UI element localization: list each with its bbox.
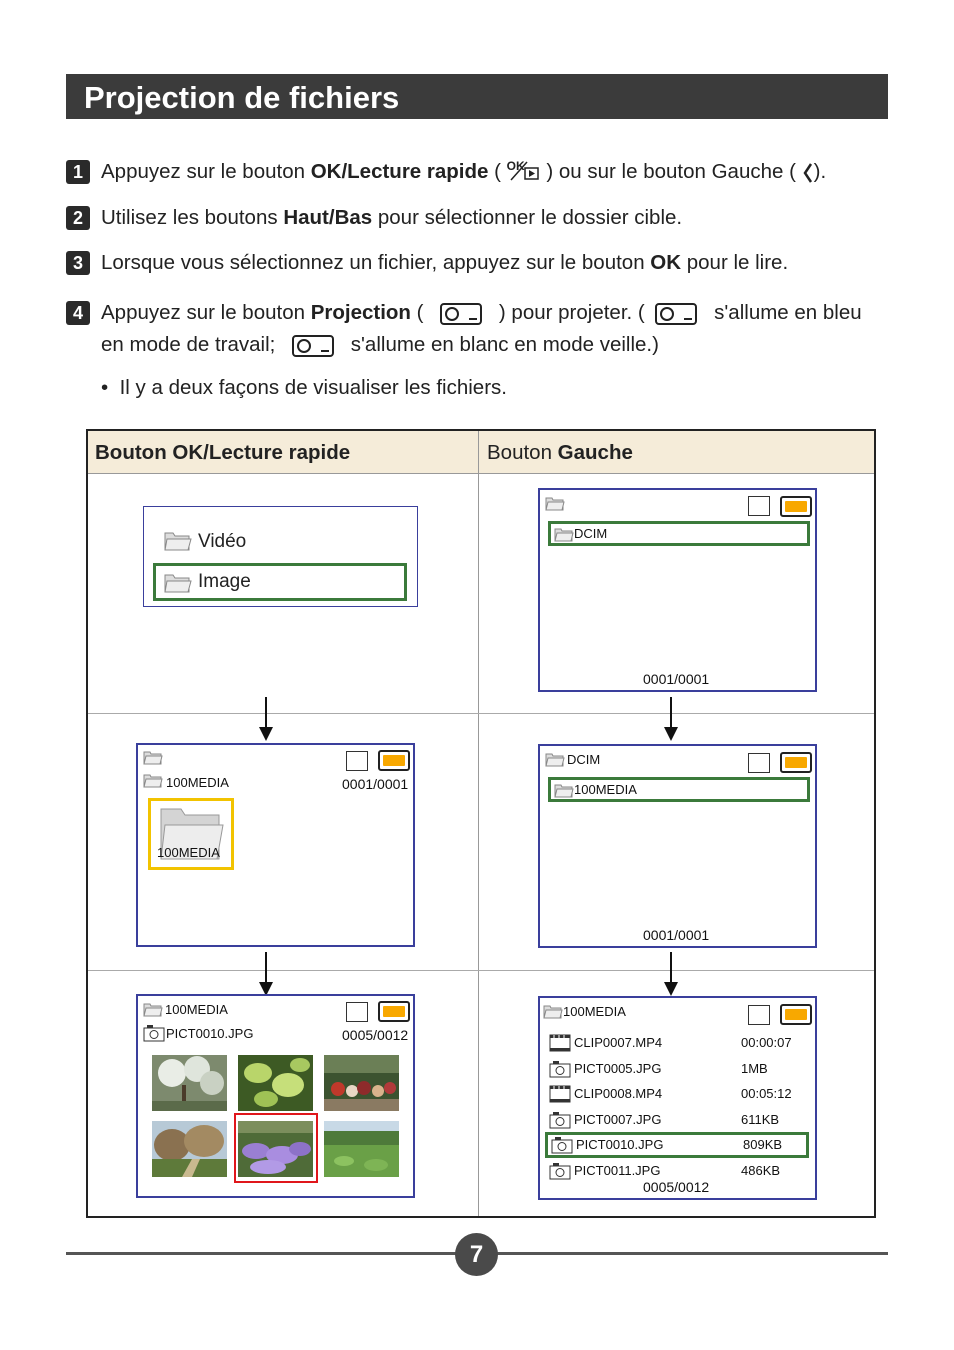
col1-header: Bouton OK/Lecture rapide: [95, 441, 351, 464]
folder-icon: [143, 772, 163, 788]
file-counter: 0005/0012: [643, 1179, 710, 1195]
file-counter: 0005/0012: [342, 1027, 409, 1043]
folder-icon: [143, 1001, 163, 1017]
camera-icon: [549, 1060, 571, 1078]
folder-screen-thumb: [136, 743, 415, 947]
bullet-note: • Il y a deux façons de visualiser les fichiers.: [101, 376, 507, 399]
projector-icon: [291, 334, 335, 358]
step-number: 4: [66, 301, 90, 325]
step-1: 1 Appuyez sur le bouton OK/Lecture rapide ( OK ) ou sur le bouton Gauche ( ).: [66, 160, 888, 192]
menu-item-image: Image: [198, 571, 251, 592]
title-banner: [66, 74, 888, 119]
sd-card-icon: [346, 1002, 368, 1022]
photo-thumbnail[interactable]: [324, 1055, 399, 1111]
file-counter: 0001/0001: [342, 776, 409, 792]
file-name: PICT0010.JPG: [576, 1137, 664, 1152]
current-file: PICT0010.JPG: [166, 1026, 254, 1041]
projector-icon: [654, 302, 698, 326]
projector-icon: [439, 302, 483, 326]
folder-icon: [543, 1003, 563, 1019]
folder-icon: [164, 571, 192, 593]
ok-playback-icon: OK: [507, 152, 541, 182]
folder-icon: [164, 529, 192, 551]
file-counter: 0001/0001: [643, 927, 710, 943]
row-divider: [88, 970, 874, 971]
current-path: DCIM: [567, 752, 601, 767]
film-icon: [549, 1034, 571, 1052]
step-4: 4 Appuyez sur le bouton Projection ( ) pour projeter. ( s'allume en bleu en mode de travail; s'allume en blanc en mode veille.): [66, 301, 888, 365]
down-arrow-icon: [265, 952, 267, 982]
file-info: 1MB: [741, 1061, 768, 1076]
photo-thumbnail[interactable]: [152, 1055, 227, 1111]
current-path: 100MEDIA: [166, 775, 229, 790]
file-name: PICT0011.JPG: [574, 1163, 661, 1178]
menu-item-image-selected[interactable]: [153, 563, 407, 601]
down-arrow-icon: [670, 697, 672, 727]
current-path: 100MEDIA: [165, 1002, 228, 1017]
file-info: 809KB: [743, 1137, 783, 1152]
col2-header: Bouton Gauche: [487, 441, 633, 464]
menu-item-video[interactable]: Vidéo: [198, 531, 247, 552]
folder-icon: [143, 749, 163, 765]
camera-icon: [549, 1162, 571, 1180]
step-number: 2: [66, 206, 90, 230]
file-info: 486KB: [741, 1163, 781, 1178]
folder-icon: [554, 782, 574, 798]
battery-icon: [780, 752, 812, 773]
folder-thumb-selected[interactable]: 100MEDIA: [148, 798, 234, 870]
down-arrow-icon: [265, 697, 267, 727]
battery-icon: [378, 1001, 410, 1022]
sd-card-icon: [748, 496, 770, 516]
folder-item-selected[interactable]: DCIM: [548, 521, 810, 546]
sd-card-icon: [748, 753, 770, 773]
folder-screen-root: [538, 488, 817, 692]
file-list-screen: [538, 996, 817, 1200]
file-info: 611KB: [741, 1112, 780, 1127]
battery-icon: [780, 496, 812, 517]
step-3: 3 Lorsque vous sélectionnez un fichier, appuyez sur le bouton OK pour le lire.: [66, 251, 888, 283]
folder-icon: [545, 495, 565, 511]
thumbnail-screen: [136, 994, 415, 1198]
file-row[interactable]: [546, 1033, 804, 1053]
sd-card-icon: [346, 751, 368, 771]
folder-screen-dcim: [538, 744, 817, 948]
left-chevron-icon: [802, 162, 814, 184]
file-name: PICT0005.JPG: [574, 1061, 662, 1076]
camera-icon: [549, 1111, 571, 1129]
file-name: CLIP0007.MP4: [574, 1035, 663, 1050]
folder-icon: [554, 526, 574, 542]
folder-icon: [545, 751, 565, 767]
photo-thumbnail-selected[interactable]: [238, 1121, 313, 1177]
photo-thumbnail[interactable]: [324, 1121, 399, 1177]
folder-item-selected[interactable]: 100MEDIA: [548, 777, 810, 802]
file-row[interactable]: [546, 1059, 804, 1079]
page-number: 7: [455, 1233, 498, 1276]
file-name: PICT0007.JPG: [574, 1112, 662, 1127]
file-name: CLIP0008.MP4: [574, 1086, 663, 1101]
file-row[interactable]: [546, 1161, 804, 1181]
file-info: 00:00:07: [741, 1035, 792, 1050]
page-title: Projection de fichiers: [84, 80, 400, 115]
column-divider: [478, 431, 479, 1216]
film-icon: [549, 1085, 571, 1103]
current-path: 100MEDIA: [563, 1004, 626, 1019]
file-row-selected[interactable]: [545, 1132, 809, 1158]
camera-icon: [551, 1136, 573, 1154]
step-number: 1: [66, 160, 90, 184]
file-row[interactable]: [546, 1110, 804, 1130]
file-counter: 0001/0001: [643, 671, 710, 687]
step-2: 2 Utilisez les boutons Haut/Bas pour sélectionner le dossier cible.: [66, 206, 888, 238]
photo-thumbnail[interactable]: [238, 1055, 313, 1111]
file-info: 00:05:12: [741, 1086, 792, 1101]
battery-icon: [780, 1004, 812, 1025]
camera-icon: [143, 1024, 165, 1042]
sd-card-icon: [748, 1005, 770, 1025]
menu-screen: [143, 506, 418, 607]
row-divider: [88, 713, 874, 714]
down-arrow-icon: [670, 952, 672, 982]
file-row[interactable]: [546, 1084, 804, 1104]
photo-thumbnail[interactable]: [152, 1121, 227, 1177]
step-number: 3: [66, 251, 90, 275]
battery-icon: [378, 750, 410, 771]
